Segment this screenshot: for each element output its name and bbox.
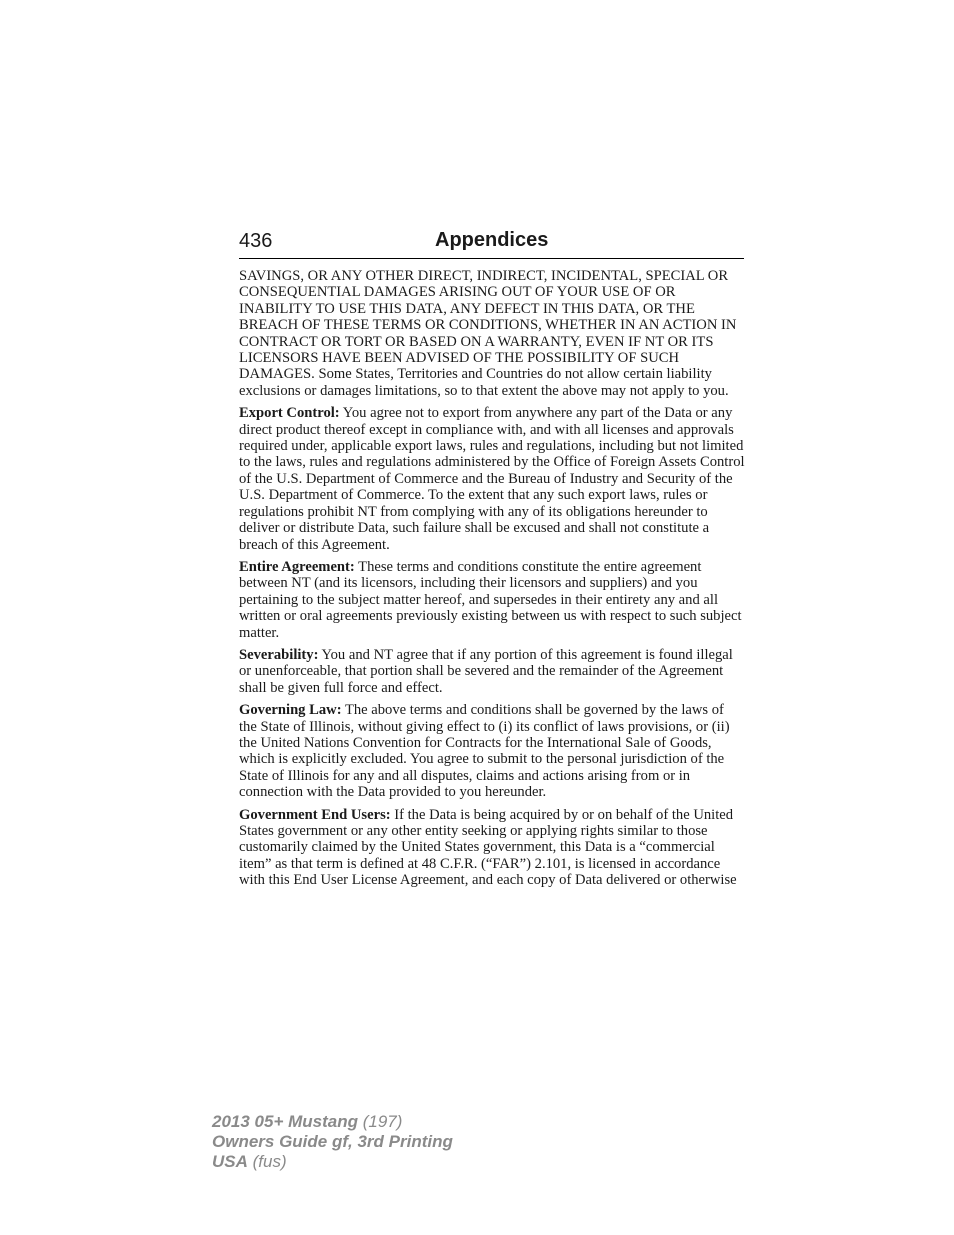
governing-law-text: The above terms and conditions shall be governed by the laws of the State of Illinois, without giving effect to (i) its conflict of laws provisions, or (ii) the United Nations Convention for Contracts for the International Sale of Goods, which is explicitly excluded. You agree to submit to the personal jurisdiction of the State of Illinois for any and all disputes, claims and actions arising from or in connection with the Data provided to you hereunder. — [239, 702, 730, 801]
export-control-paragraph — [239, 405, 745, 553]
page-number: 436 — [239, 230, 273, 252]
government-end-users-text: If the Data is being acquired by or on behalf of the United States government or any other entity seeking or applying rights similar to those customarily claimed by the United States government, this Data is a “commercial item” as that term is defined at 48 C.F.R. (“FAR”) 2.101, is licensed in accordance with this End User License Agreement, and each copy of Data delivered or otherwise — [239, 806, 737, 889]
footer-region: USA — [212, 1152, 248, 1171]
footer-guide: Owners Guide gf, 3rd Printing — [212, 1132, 453, 1151]
entire-agreement-paragraph — [239, 559, 745, 641]
footer-model-code: (197) — [358, 1112, 403, 1131]
severability-term: Severability: — [239, 646, 319, 663]
footer-region-code: (fus) — [247, 1152, 287, 1171]
severability-paragraph — [239, 647, 745, 696]
section-title: Appendices — [435, 229, 549, 251]
governing-law-paragraph — [239, 702, 745, 800]
footer-line-3 — [212, 1152, 453, 1172]
governing-law-term: Governing Law: — [239, 702, 342, 719]
export-control-text: You agree not to export from anywhere any part of the Data or any direct product thereof except in compliance with, and with all licenses and approvals required under, applicable export laws, rules and regulations, including but not limited to the laws, rules and regulations administered by the Office of Foreign Assets Control of the U.S. Department of Commerce and the Bureau of Industry and Security of the U.S. Department of Commerce. To the extent that any such export laws, rules or regulations prohibit NT from complying with any of its obligations hereunder to deliver or distribute Data, such failure shall be excused and shall not constitute a breach of this Agreement. — [239, 405, 745, 553]
footer-model: 2013 05+ Mustang — [212, 1112, 358, 1131]
severability-text: You and NT agree that if any portion of this agreement is found illegal or unenforceable, that portion shall be severed and the remainder of the Agreement shall be given full force and effect. — [239, 646, 733, 696]
government-end-users-term: Government End Users: — [239, 806, 391, 823]
page-header — [239, 228, 744, 259]
body-text — [239, 268, 745, 895]
government-end-users-paragraph — [239, 807, 745, 889]
entire-agreement-term: Entire Agreement: — [239, 558, 355, 575]
page-footer — [212, 1112, 453, 1172]
export-control-term: Export Control: — [239, 405, 340, 422]
intro-paragraph: SAVINGS, OR ANY OTHER DIRECT, INDIRECT, INCIDENTAL, SPECIAL OR CONSEQUENTIAL DAMAGES ARISING OUT OF YOUR USE OF OR INABILITY TO USE THIS DATA, ANY DEFECT IN THIS DATA, OR THE BREACH OF THESE TERMS OR CONDITIONS, WHETHER IN AN ACTION IN CONTRACT OR TORT OR BASED ON A WARRANTY, EVEN IF NT OR ITS LICENSORS HAVE BEEN ADVISED OF THE POSSIBILITY OF SUCH DAMAGES. Some States, Territories and Countries do not allow certain liability exclusions or damages limitations, so to that extent the above may not apply to you. — [239, 268, 737, 399]
footer-line-1 — [212, 1112, 453, 1132]
footer-line-2 — [212, 1132, 453, 1152]
entire-agreement-text: These terms and conditions constitute the entire agreement between NT (and its licensors, including their licensors and suppliers) and you pertaining to the subject matter hereof, and supersedes in their entirety any and all written or oral agreements previously existing between us with respect to such subject matter. — [239, 558, 742, 641]
